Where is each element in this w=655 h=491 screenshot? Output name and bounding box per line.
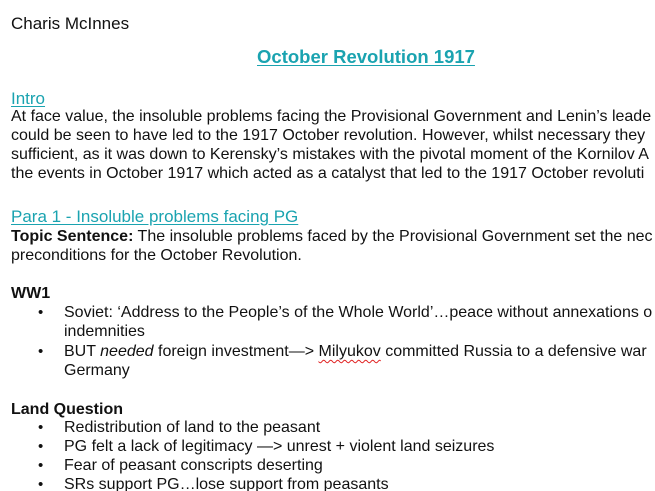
land-bullet-2-text: PG felt a lack of legitimacy —> unrest + violent land seizures (64, 438, 495, 455)
land-bullet-3 (38, 456, 323, 475)
topic-sentence (11, 227, 653, 246)
bullet-marker: • (38, 343, 44, 360)
intro-heading: Intro (11, 89, 46, 108)
land-bullet-3-text: Fear of peasant conscripts deserting (64, 457, 323, 474)
ww1-bullet-2-mid: foreign investment—> (153, 343, 319, 360)
ww1-bullet-2-post: committed Russia to a defensive war (380, 343, 647, 360)
land-bullet-2 (38, 437, 494, 456)
bullet-marker: • (38, 419, 44, 436)
ww1-bullet-2-cont: Germany (64, 362, 130, 379)
bullet-marker: • (38, 457, 44, 474)
intro-line-2: could be seen to have led to the 1917 October revolution. However, whilst necessary they (11, 127, 646, 144)
land-bullet-4-text: SRs support PG…lose support from peasants (64, 476, 389, 491)
ww1-heading: WW1 (11, 285, 51, 302)
land-bullet-1-text: Redistribution of land to the peasant (64, 419, 321, 436)
land-bullet-1 (38, 418, 320, 437)
topic-text: The insoluble problems faced by the Provisional Government set the nec (133, 228, 653, 245)
intro-line-3: sufficient, as it was down to Kerensky’s mistakes with the pivotal moment of the Kornilov A (11, 146, 649, 163)
author-name: Charis McInnes (11, 14, 130, 33)
para1-heading: Para 1 - Insoluble problems facing PG (11, 207, 299, 226)
bullet-marker: • (38, 304, 44, 321)
ww1-bullet-2-pre: BUT (64, 343, 101, 360)
ww1-bullet-1 (38, 303, 652, 322)
topic-sentence-line-2: preconditions for the October Revolution. (11, 247, 302, 264)
land-heading: Land Question (11, 401, 123, 418)
ww1-bullet-1-text: Soviet: ‘Address to the People’s of the Whole World’…peace without annexations o (64, 304, 653, 321)
bullet-marker: • (38, 438, 44, 455)
ww1-bullet-2-italic: needed (100, 343, 154, 360)
ww1-bullet-1-cont: indemnities (64, 323, 145, 340)
intro-line-1: At face value, the insoluble problems facing the Provisional Government and Lenin’s leade (11, 108, 652, 125)
document-title: October Revolution 1917 (257, 46, 475, 67)
intro-line-4: the events in October 1917 which acted as a catalyst that led to the 1917 October revoluti (11, 165, 645, 182)
bullet-marker: • (38, 476, 44, 491)
ww1-bullet-2 (38, 342, 647, 361)
land-bullet-4 (38, 475, 389, 491)
misspelled-word[interactable]: Milyukov (318, 343, 381, 360)
topic-label: Topic Sentence: (11, 228, 134, 245)
